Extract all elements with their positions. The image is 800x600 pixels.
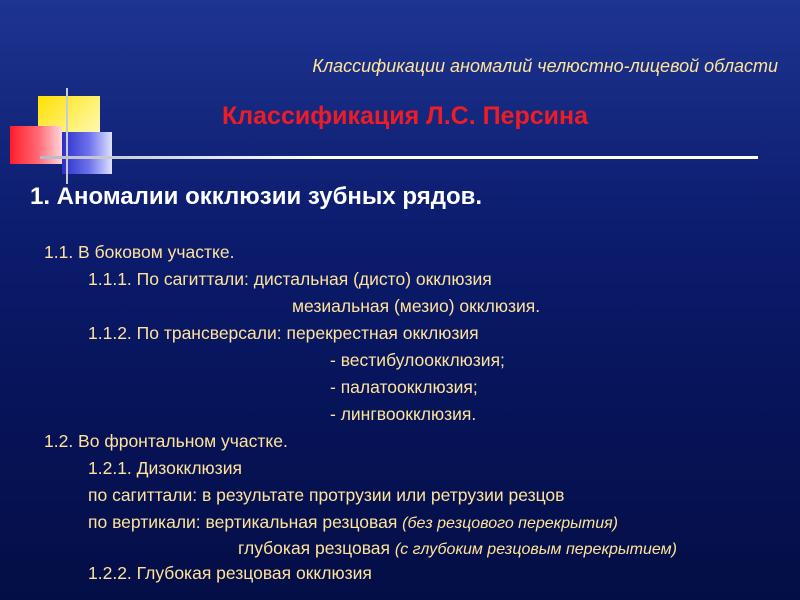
item-vertical bbox=[88, 512, 618, 533]
horizontal-divider bbox=[40, 156, 758, 159]
item-1-1: 1.1. В боковом участке. bbox=[44, 242, 235, 262]
item-1-1-1: 1.1.1. По сагиттали: дистальная (дисто) окклюзия bbox=[88, 269, 492, 289]
item-sagittal: по сагиттали: в результате протрузии или ретрузии резцов bbox=[88, 485, 565, 505]
slide-title: Классификация Л.С. Персина bbox=[222, 102, 589, 130]
vertical-divider bbox=[66, 88, 68, 184]
item-1-2: 1.2. Во фронтальном участке. bbox=[44, 431, 288, 451]
item-1-1-1-mesial: мезиальная (мезио) окклюзия. bbox=[292, 296, 541, 316]
item-1-2-2: 1.2.2. Глубокая резцовая окклюзия bbox=[88, 563, 372, 583]
item-1-1-2: 1.1.2. По трансверсали: перекрестная окклюзия bbox=[88, 323, 479, 343]
vertical-note: (без резцового перекрытия) bbox=[402, 515, 618, 532]
item-linguo: - лингвоокклюзия. bbox=[330, 404, 477, 424]
vertical-text: по вертикали: вертикальная резцовая bbox=[88, 512, 403, 532]
deep-note: (с глубоким резцовым перекрытием) bbox=[394, 541, 677, 558]
item-1-2-1: 1.2.1. Дизокклюзия bbox=[88, 458, 242, 478]
section-heading: 1. Аномалии окклюзии зубных рядов. bbox=[30, 183, 483, 210]
slide-subtitle: Классификации аномалий челюстно-лицевой области bbox=[312, 56, 778, 76]
item-vestibulo: - вестибулоокклюзия; bbox=[330, 350, 505, 370]
deep-text: глубокая резцовая bbox=[238, 538, 395, 558]
item-palato: - палатоокклюзия; bbox=[330, 377, 478, 397]
item-deep bbox=[238, 538, 677, 559]
blue-square bbox=[62, 132, 112, 174]
decorative-squares bbox=[0, 0, 800, 200]
